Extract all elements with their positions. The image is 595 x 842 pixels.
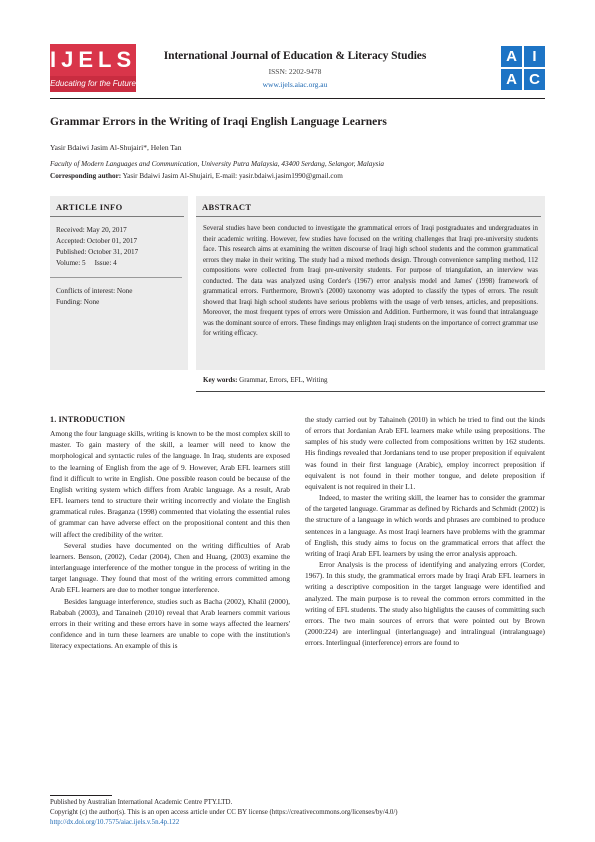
ijels-logo-tagline: Educating for the Future [50, 76, 136, 92]
body-paragraph: Several studies have documented on the writing difficulties of Arab learners. Benson, (2002), Cedar (2004), Chen and Huang, (2003) examine the interlanguage interference of the mother tongue in the process of writing in the target language. They found that most of the writing errors committed among Arab EFL learners are due to mother tongue interference. [50, 540, 290, 595]
abstract-text: Several studies have been conducted to investigate the grammatical errors of Iraqi postgraduates and undergraduates in their academic writing. However, few studies have focused on the writing challenges that Iraqi pre-university students face. This research aims at examining the written discourse of Iraqi high school students and the common grammatical errors they make in their writing. The study had a mixed methods design. Through convenience sampling method, 112 compositions were collected from Iraqi pre-university students. For purpose of triangulation, an interview was conducted. The data was analyzed using Corder's (1967) error analysis model and James' (1998) framework of grammatical errors. Furthermore, Brown's (2000) taxonomy was adopted to classify the types of errors. The result showed that Iraqi high school students have serious problems with the usage of verb tenses, articles, and prepositions. Moreover, the most frequent types of errors were Omission and Addition. Furthermore, it was found that intralanguage was the dominant source of errors. These findings may enlighten Iraqi students on the importance of correct grammar use for writing efficacy. [203, 225, 538, 338]
author-affiliation: Faculty of Modern Languages and Communication, University Putra Malaysia, 43400 Serdang, Selangor, Malaysia [50, 160, 384, 168]
ijels-logo [50, 44, 136, 94]
volume-issue: Volume: 5 Issue: 4 [56, 259, 117, 267]
page-footer [50, 798, 545, 827]
journal-issn: ISSN: 2202-9478 [268, 67, 322, 76]
article-authors: Yasir Bdaiwi Jasim Al-Shujairi*, Helen Tan [50, 143, 182, 152]
journal-info [140, 50, 450, 89]
abstract-panel [196, 196, 545, 370]
aiac-logo-letter: I [524, 46, 545, 67]
ijels-logo-text: IJELS [50, 44, 136, 76]
body-paragraph: Besides language interference, studies such as Bacha (2002), Khalil (2000), Rababah (2003), and Tanaineh (2010) reveal that Arab learners commit various errors in their writing and these errors have in some ways affected the learners' confidence and in turn these learners are unable to cope with the institution's literacy expectations. An example of this is [50, 596, 290, 651]
publisher-line: Published by Australian International Academic Centre PTY.LTD. [50, 799, 233, 806]
aiac-logo-letter: A [501, 46, 522, 67]
doi-link[interactable]: http://dx.doi.org/10.7575/aiac.ijels.v.5n.4p.122 [50, 818, 180, 826]
keywords-list: Grammar, Errors, EFL, Writing [237, 376, 328, 384]
journal-header [50, 44, 545, 98]
body-paragraph: Error Analysis is the process of identifying and analyzing errors (Corder, 1967). In this study, the grammatical errors made by Iraqi Arab EFL learners in writing a descriptive composition in the target language were identified and analyzed. The main purpose is to reveal the common errors committed in the writing of EFL students. The study also highlights the causes of committing such errors. The two main sources of errors that were pointed out by Brown (2000:224) are interlingual (interlanguage) and intralingual (intralanguage) errors. Interlingual (interference) errors are found to [305, 560, 545, 648]
accepted-date: Accepted: October 01, 2017 [56, 237, 138, 245]
funding: Funding: None [56, 298, 100, 306]
article-info-heading: ARTICLE INFO [50, 196, 184, 217]
body-paragraph: the study carried out by Tahaineh (2010) in which he tried to find out the kinds of errors that Jordanian Arab EFL learners make while using prepositions. The samples of his study were collected from compositions written by 162 students. His findings revealed that Jordanians tend to use proper preposition if equivalent was found in their first language (Arabic), employ incorrect preposition if equivalent is not found in their mother tongue, and delete preposition if equivalent is not required in their L1. [305, 415, 545, 491]
aiac-logo [501, 46, 545, 90]
conflicts-of-interest: Conflicts of interest: None [56, 287, 133, 295]
body-column-left [50, 414, 290, 651]
published-date: Published: October 31, 2017 [56, 248, 139, 256]
keywords [196, 376, 545, 384]
copyright-line: Copyright (c) the author(s). This is an open access article under CC BY license (https://creativecommons.org/licenses/by/4.0/) [50, 808, 398, 816]
article-info-dates [50, 217, 188, 269]
section-heading: 1. INTRODUCTION [50, 415, 126, 424]
body-paragraph: Among the four language skills, writing is known to be the most complex skill to master. To gain mastery of the skill, a learner will need to know the morphological and syntactic rules of the language. In Iraq, students are exposed to the learning of English from the age of 9. However, Arab EFL learners still find it difficult to write in English. One possible reason could be because of the English writing system which differs from Arabic language. As a result, Arab EFL learners tend to structure their writing incorrectly and violate the English grammatical rules. Braganza (1998) commented that violating the essential rules of grammar can have adverse effect on the propositional content and this then will affect the credibility of the writer. [50, 429, 290, 539]
corresponding-author-text: Yasir Bdaiwi Jasim Al-Shujairi, E-mail: yasir.bdaiwi.jasim1990@gmail.com [121, 172, 343, 180]
corresponding-author [50, 172, 545, 180]
abstract-divider [196, 391, 545, 392]
body-paragraph: Indeed, to master the writing skill, the learner has to consider the grammar of the targeted language. Grammar as defined by Richards and Schmidt (2002) is the structure of a language in which words and phrases are combined to produce sentences in a language. As most Iraqi learners have problems with the grammar of English, this study aims to focus on the grammatical errors that affect the writing of Iraqi Arab EFL learners by using the error analysis approach. [305, 493, 545, 558]
journal-url-link[interactable]: www.ijels.aiac.org.au [262, 80, 328, 89]
header-divider [50, 98, 545, 99]
keywords-label: Key words: [203, 376, 238, 384]
aiac-logo-letter: A [501, 69, 522, 90]
abstract-heading: ABSTRACT [196, 196, 541, 217]
article-title: Grammar Errors in the Writing of Iraqi English Language Learners [50, 116, 387, 128]
article-info-panel [50, 196, 188, 370]
footer-divider [50, 795, 112, 796]
article-info-declarations [50, 277, 182, 308]
received-date: Received: May 20, 2017 [56, 226, 127, 234]
journal-title: International Journal of Education & Literacy Studies [163, 50, 427, 62]
aiac-logo-letter: C [524, 69, 545, 90]
body-column-right [305, 414, 545, 648]
corresponding-author-label: Corresponding author: [50, 172, 122, 180]
